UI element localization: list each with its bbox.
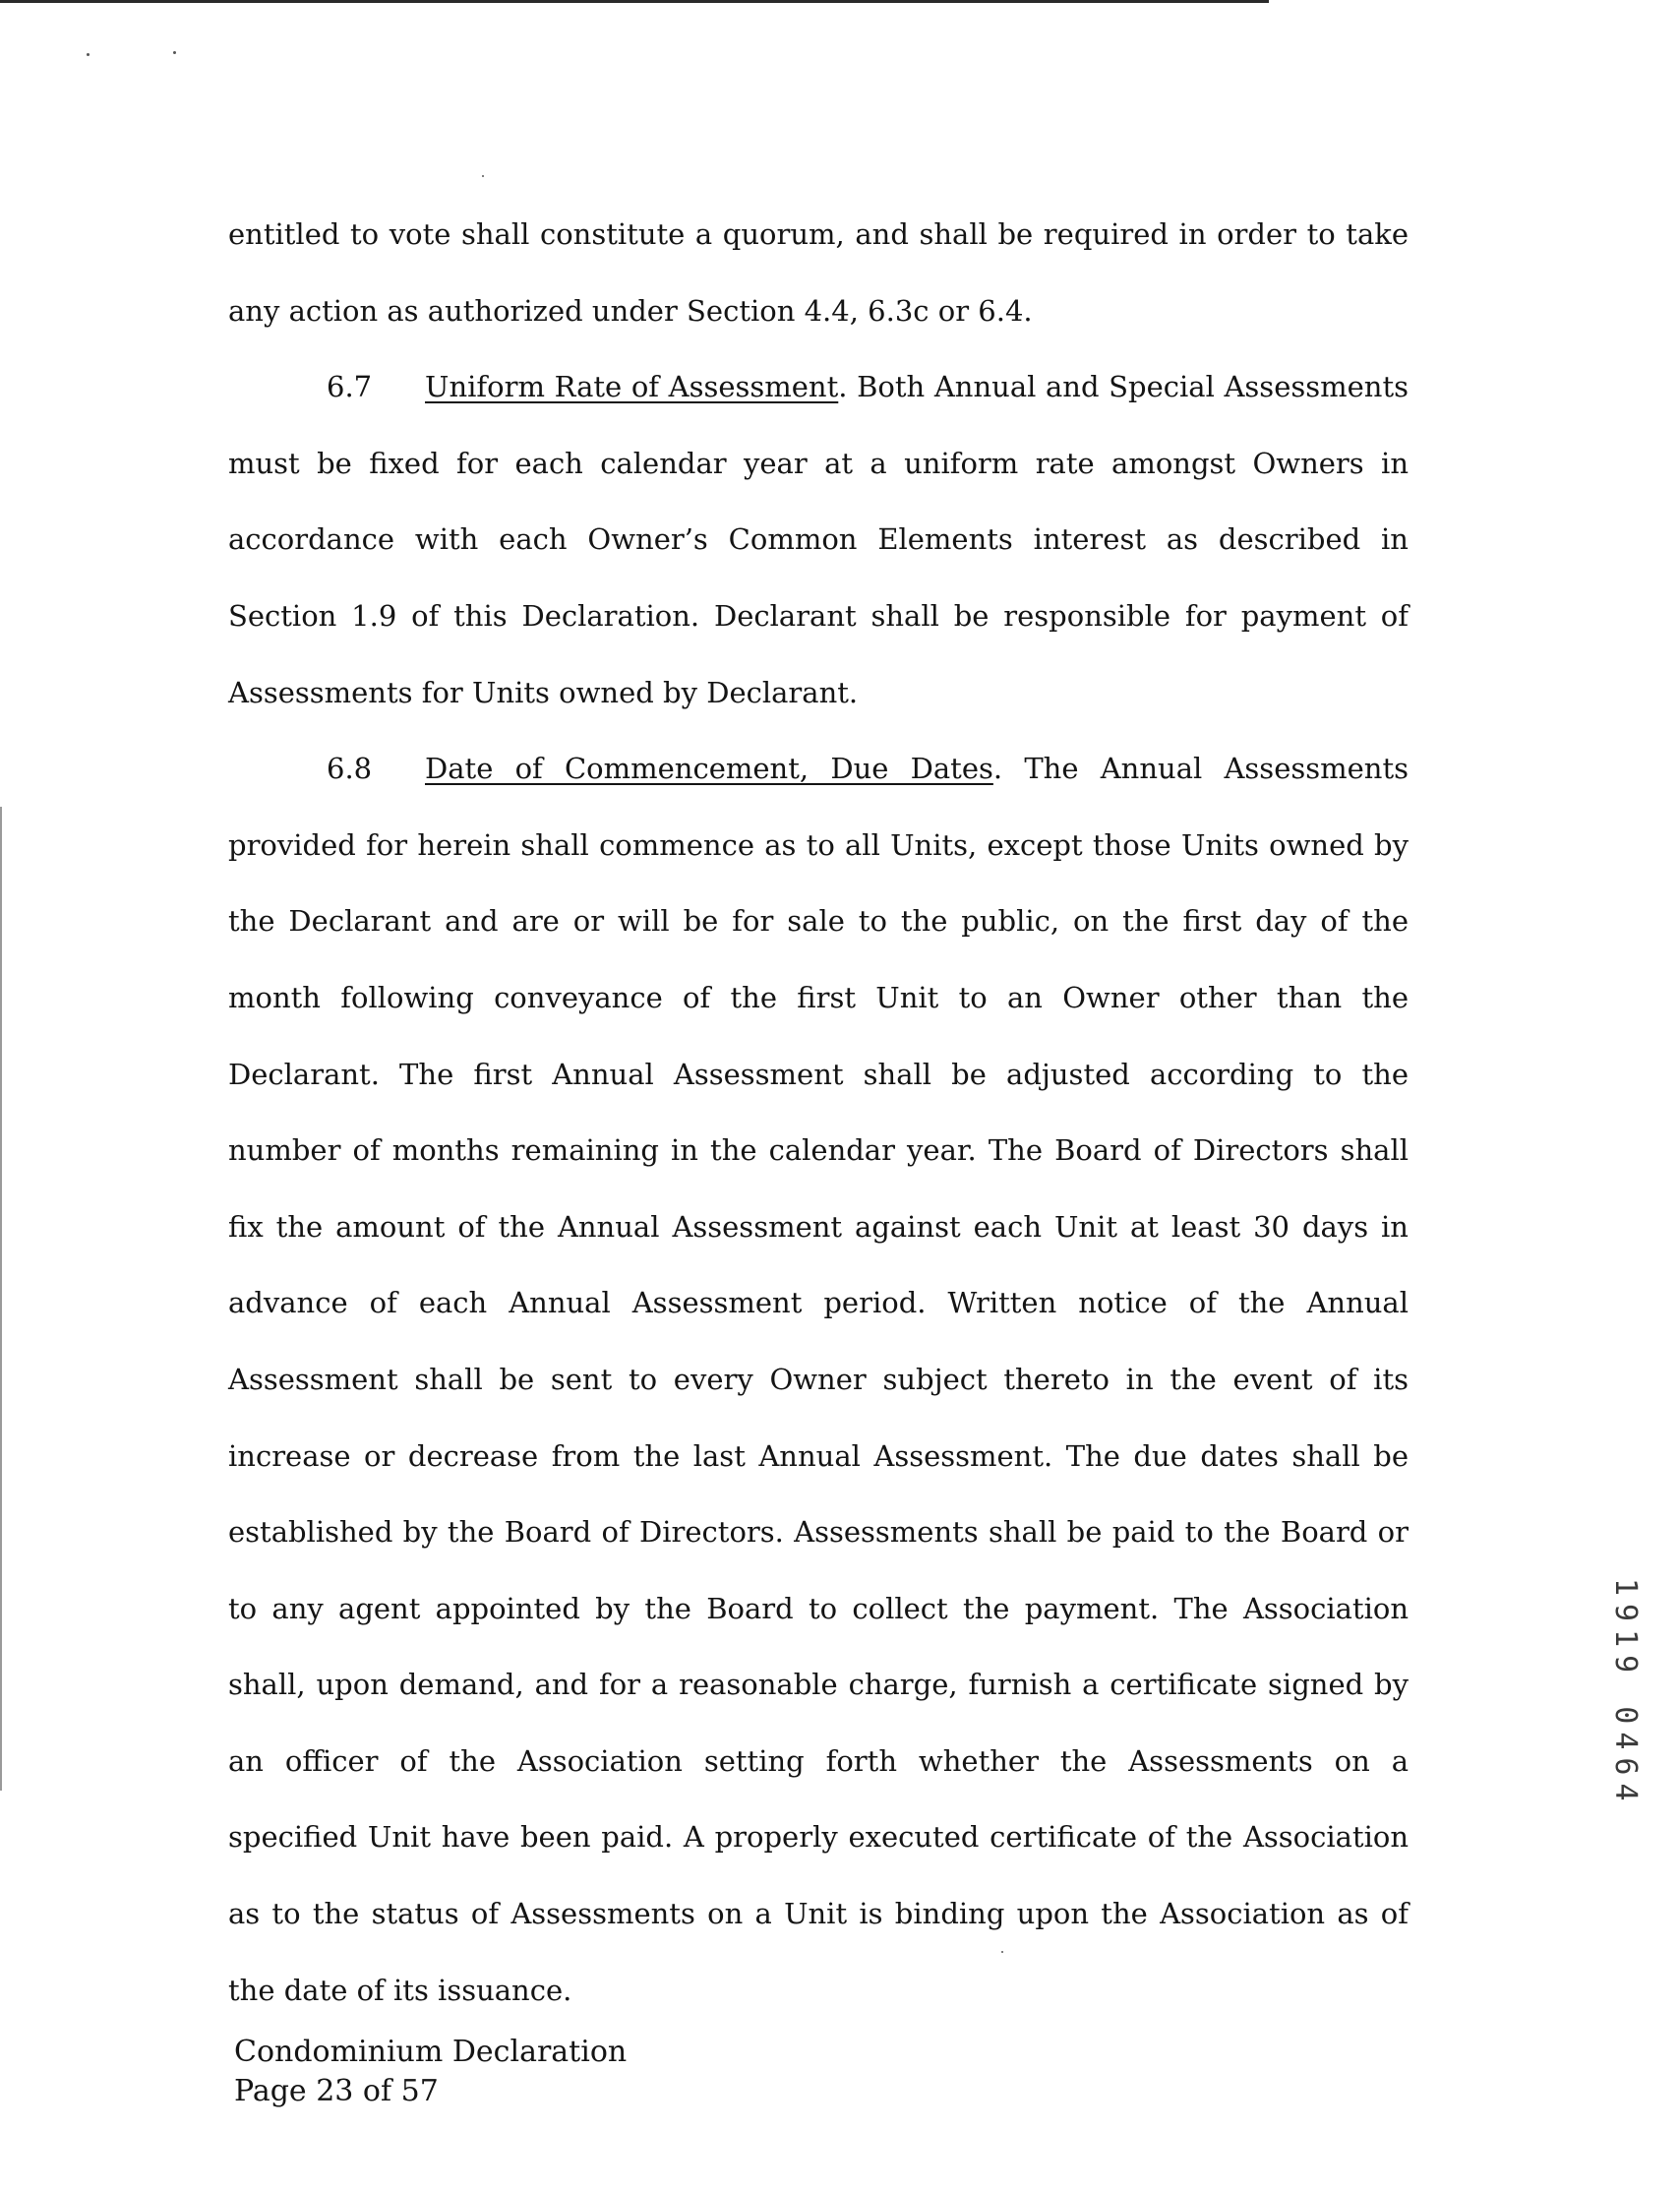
section-number: 6.8 <box>327 752 373 786</box>
scan-left-edge <box>0 807 2 1791</box>
scan-top-border <box>0 0 1269 3</box>
section-6-8 <box>228 731 1409 2029</box>
scan-speck <box>173 51 176 54</box>
section-title: Date of Commencement, Due Dates <box>425 752 993 786</box>
section-number: 6.7 <box>327 370 373 404</box>
page-footer <box>234 2033 627 2111</box>
section-title: Uniform Rate of Assessment <box>425 370 839 404</box>
footer-document-title: Condominium Declaration <box>234 2035 628 2069</box>
section-6-7 <box>228 349 1409 731</box>
section-text: . The Annual Assessments provided for herein shall commence as to all Units, except those Units owned by the Declarant and are or will be for sale to the public, on the first day of the month following conveyance of the first Unit to an Owner other than the Declarant. The first Annual Assessment shall be adjusted according to the number of months remaining in the calendar year. The Board of Directors shall fix the amount of the Annual Assessment against each Unit at least 30 days in advance of each Annual Assessment period. Written notice of the Annual Assessment shall be sent to every Owner subject thereto in the event of its increase or decrease from the last Annual Assessment. The due dates shall be established by the Board of Directors. Assessments shall be paid to the Board or to any agent appointed by the Board to collect the payment. The Association shall, upon demand, and for a reasonable charge, furnish a certificate signed by an officer of the Association setting forth whether the Assessments on a specified Unit have been paid. A properly executed certificate of the Association as to the status of Assessments on a Unit is binding upon the Association as of the date of its issuance. <box>228 752 1409 2007</box>
paragraph-text: entitled to vote shall constitute a quorum, and shall be required in order to take any action as authorized under Section 4.4, 6.3c or 6.4. <box>228 217 1409 328</box>
recording-stamp-text: 1919 0464 <box>1608 1578 1643 1809</box>
body-text <box>228 197 1409 2029</box>
footer-page-number: Page 23 of 57 <box>234 2074 439 2108</box>
section-text: . Both Annual and Special Assessments must be fixed for each calendar year at a uniform rate amongst Owners in accordance with each Owner’s Common Elements interest as described in Section 1.9 of this Declaration. Declarant shall be responsible for payment of Assessments for Units owned by Declarant. <box>228 370 1409 709</box>
scan-speck <box>87 53 90 56</box>
paragraph-continuation <box>228 197 1409 349</box>
scan-speck <box>482 175 484 177</box>
recording-stamp <box>1608 1578 1643 1854</box>
